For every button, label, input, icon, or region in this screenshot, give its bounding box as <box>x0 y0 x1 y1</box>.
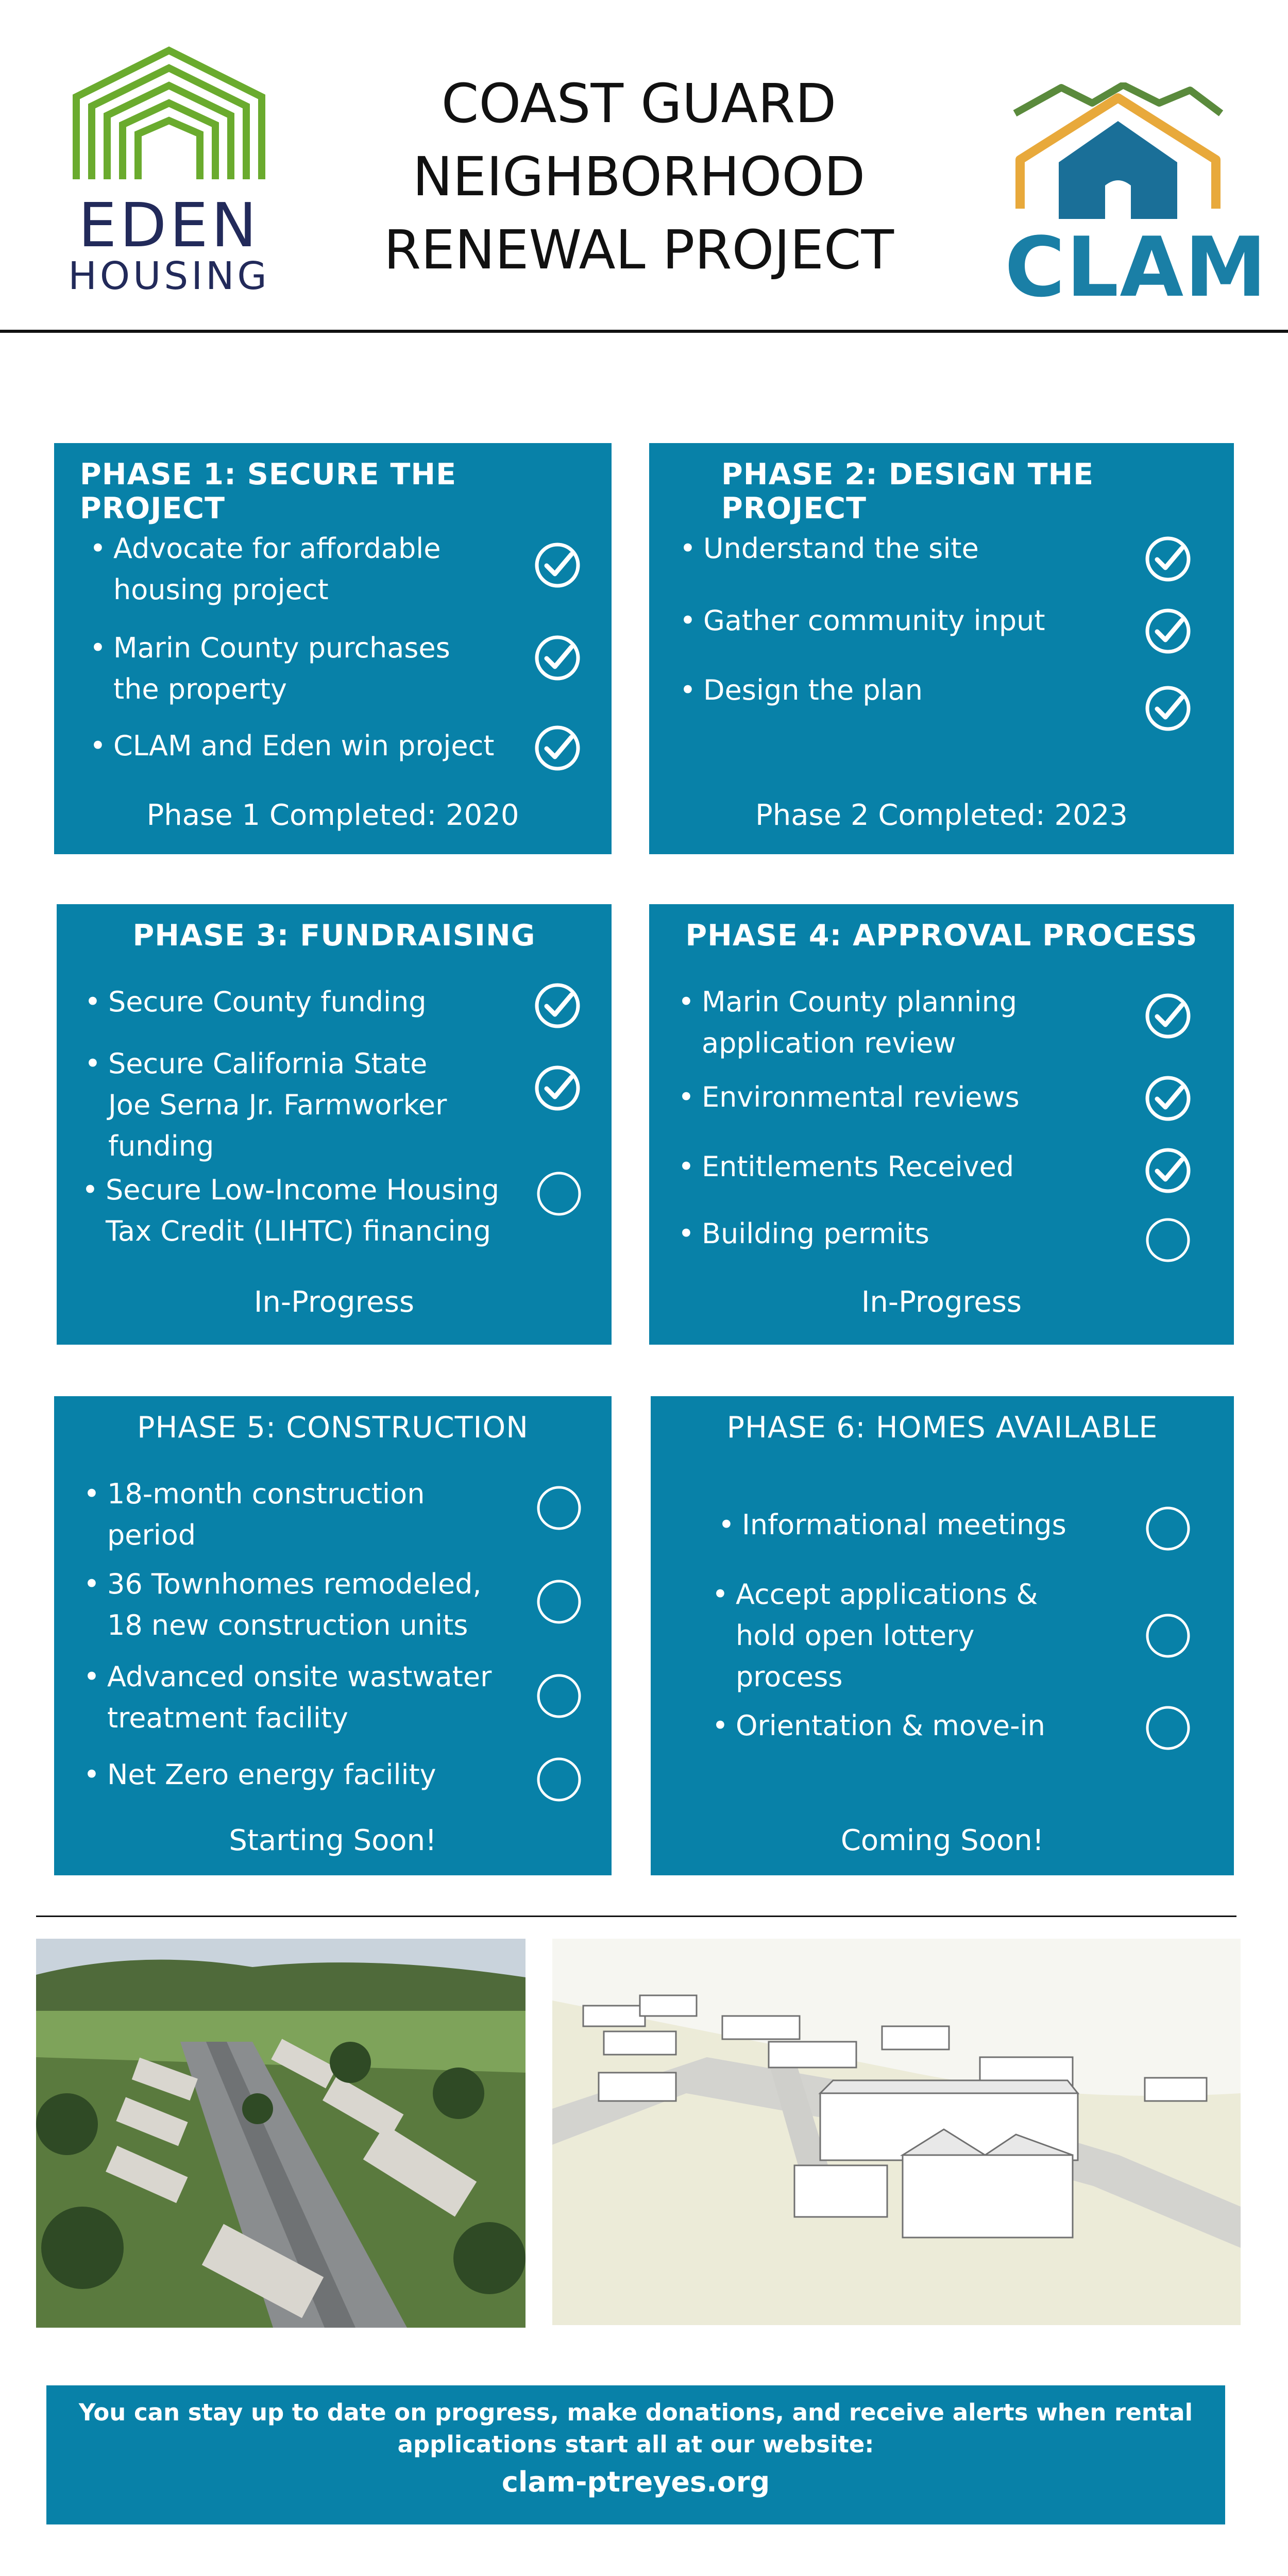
item-line: Tax Credit (LIHTC) financing <box>106 1215 492 1247</box>
item-line: Net Zero energy facility <box>107 1758 436 1791</box>
item-line: Informational meetings <box>742 1509 1066 1541</box>
check-circle-icon <box>533 981 582 1030</box>
item-line: Orientation & move-in <box>736 1709 1045 1742</box>
checklist-item: • Marin County planning application review <box>678 986 1018 1059</box>
item-line: Building permits <box>702 1217 929 1250</box>
phase-3-card <box>57 904 612 1345</box>
empty-circle-icon <box>1144 1612 1192 1660</box>
check-circle-icon <box>533 541 582 589</box>
empty-circle-icon <box>535 1672 583 1720</box>
item-line: Environmental reviews <box>702 1081 1020 1113</box>
checklist-item: • Secure County funding <box>84 986 427 1018</box>
checklist-item: • Advanced onsite wastwater treatment facility <box>83 1660 492 1734</box>
empty-circle-icon <box>535 1755 583 1804</box>
checklist-item: • Marin County purchases the property <box>90 632 450 705</box>
item-line: the property <box>113 673 287 705</box>
item-line: Advanced onsite wastwater <box>107 1660 492 1693</box>
checklist-item: • 18-month construction period <box>83 1478 425 1551</box>
phase-status: Starting Soon! <box>229 1824 437 1857</box>
item-line: housing project <box>113 573 329 606</box>
phase-title: PHASE 3: FUNDRAISING <box>132 919 536 953</box>
clam-house-icon <box>1005 82 1231 227</box>
checklist-item: • CLAM and Eden win project <box>90 730 495 762</box>
site-plan-rendering <box>552 1939 1241 2325</box>
phase-5-card <box>54 1396 612 1875</box>
checklist-item: • Entitlements Received <box>678 1150 1014 1183</box>
eden-logo-word: EDEN <box>78 190 260 261</box>
header-divider <box>0 330 1288 333</box>
aerial-site-photo <box>36 1939 526 2328</box>
empty-circle-icon <box>1144 1216 1192 1264</box>
item-line: hold open lottery <box>736 1619 975 1652</box>
check-circle-icon <box>1144 1146 1192 1195</box>
checklist-item: • Secure California State Joe Serna Jr. Farmworker funding <box>84 1047 447 1162</box>
phase-title: PHASE 1: SECURE THE PROJECT <box>80 457 457 526</box>
checklist-item: • Environmental reviews <box>678 1081 1020 1113</box>
phase-2-card <box>649 443 1234 854</box>
item-line: Secure County funding <box>108 986 427 1018</box>
footer-text: applications start all at our website: <box>397 2431 874 2458</box>
item-line: Marin County planning <box>702 986 1018 1018</box>
check-circle-icon <box>533 724 582 772</box>
item-line: 18 new construction units <box>107 1609 468 1641</box>
footer-text: You can stay up to date on progress, make donations, and receive alerts when rental <box>78 2399 1193 2426</box>
empty-circle-icon <box>535 1578 583 1626</box>
title-line: NEIGHBORHOOD <box>412 145 866 208</box>
checklist-item: • Secure Low-Income Housing Tax Credit (LIHTC) financing <box>82 1174 500 1247</box>
phase-status: In-Progress <box>253 1285 415 1319</box>
phase-title: PHASE 2: DESIGN THE PROJECT <box>721 457 1094 526</box>
phase-4-card <box>649 904 1234 1345</box>
website-link[interactable]: clam-ptreyes.org <box>501 2466 770 2498</box>
item-line: Advocate for affordable <box>113 532 441 565</box>
title-line: RENEWAL PROJECT <box>383 218 894 281</box>
check-circle-icon <box>533 1064 582 1112</box>
check-circle-icon <box>1144 684 1192 733</box>
item-line: application review <box>702 1027 956 1059</box>
title-line: COAST GUARD <box>441 72 837 135</box>
phase-6-card <box>651 1396 1234 1875</box>
empty-circle-icon <box>535 1484 583 1532</box>
clam-logo-word: CLAM <box>1005 219 1268 315</box>
checklist-item: • Accept applications & hold open lottery process <box>712 1578 1038 1693</box>
phase-title: PHASE 5: CONSTRUCTION <box>137 1411 529 1445</box>
item-line: Marin County purchases <box>113 632 450 664</box>
item-line: Design the plan <box>703 674 923 706</box>
check-circle-icon <box>1144 607 1192 655</box>
item-line: treatment facility <box>107 1702 348 1734</box>
item-line: period <box>107 1519 196 1551</box>
empty-circle-icon <box>1144 1704 1192 1752</box>
phase-title: PHASE 4: APPROVAL PROCESS <box>685 919 1198 953</box>
phase-status: Phase 1 Completed: 2020 <box>146 799 519 832</box>
phase-title: PHASE 6: HOMES AVAILABLE <box>726 1411 1158 1445</box>
check-circle-icon <box>1144 535 1192 583</box>
checklist-item: • Informational meetings <box>718 1509 1066 1541</box>
item-line: Joe Serna Jr. Farmworker <box>108 1089 447 1121</box>
checklist-item: • Design the plan <box>680 674 923 706</box>
empty-circle-icon <box>1144 1504 1192 1553</box>
item-line: CLAM and Eden win project <box>113 730 495 762</box>
checklist-item: • Advocate for affordable housing project <box>90 532 441 606</box>
item-line: Entitlements Received <box>702 1150 1014 1183</box>
section-divider <box>36 1916 1236 1917</box>
check-circle-icon <box>1144 992 1192 1040</box>
item-line: funding <box>108 1130 214 1162</box>
check-circle-icon <box>1144 1074 1192 1123</box>
item-line: Secure Low-Income Housing <box>106 1174 500 1206</box>
item-line: Secure California State <box>108 1047 428 1080</box>
item-line: process <box>736 1660 843 1693</box>
empty-circle-icon <box>535 1170 583 1218</box>
phase-1-card <box>54 443 612 854</box>
page-title <box>350 67 927 286</box>
item-line: Understand the site <box>703 532 979 565</box>
housing-logo-word: HOUSING <box>68 254 270 298</box>
eden-housing-logo <box>66 45 272 303</box>
checklist-item: • Orientation & move-in <box>712 1709 1045 1742</box>
footer-banner <box>46 2385 1225 2524</box>
phase-status: Coming Soon! <box>840 1824 1044 1857</box>
clam-logo <box>1005 82 1268 315</box>
item-line: Accept applications & <box>736 1578 1038 1611</box>
checklist-item: • Net Zero energy facility <box>83 1758 436 1791</box>
phase-status: Phase 2 Completed: 2023 <box>755 799 1128 832</box>
checklist-item: • Building permits <box>678 1217 929 1250</box>
item-line: 18-month construction <box>107 1478 425 1510</box>
checklist-item: • Understand the site <box>680 532 979 565</box>
phase-status: In-Progress <box>861 1285 1022 1319</box>
checklist-item: • 36 Townhomes remodeled, 18 new construction units <box>83 1568 482 1641</box>
item-line: Gather community input <box>703 604 1045 637</box>
check-circle-icon <box>533 634 582 682</box>
eden-house-icon <box>66 45 272 184</box>
item-line: 36 Townhomes remodeled, <box>107 1568 482 1600</box>
checklist-item: • Gather community input <box>680 604 1045 637</box>
